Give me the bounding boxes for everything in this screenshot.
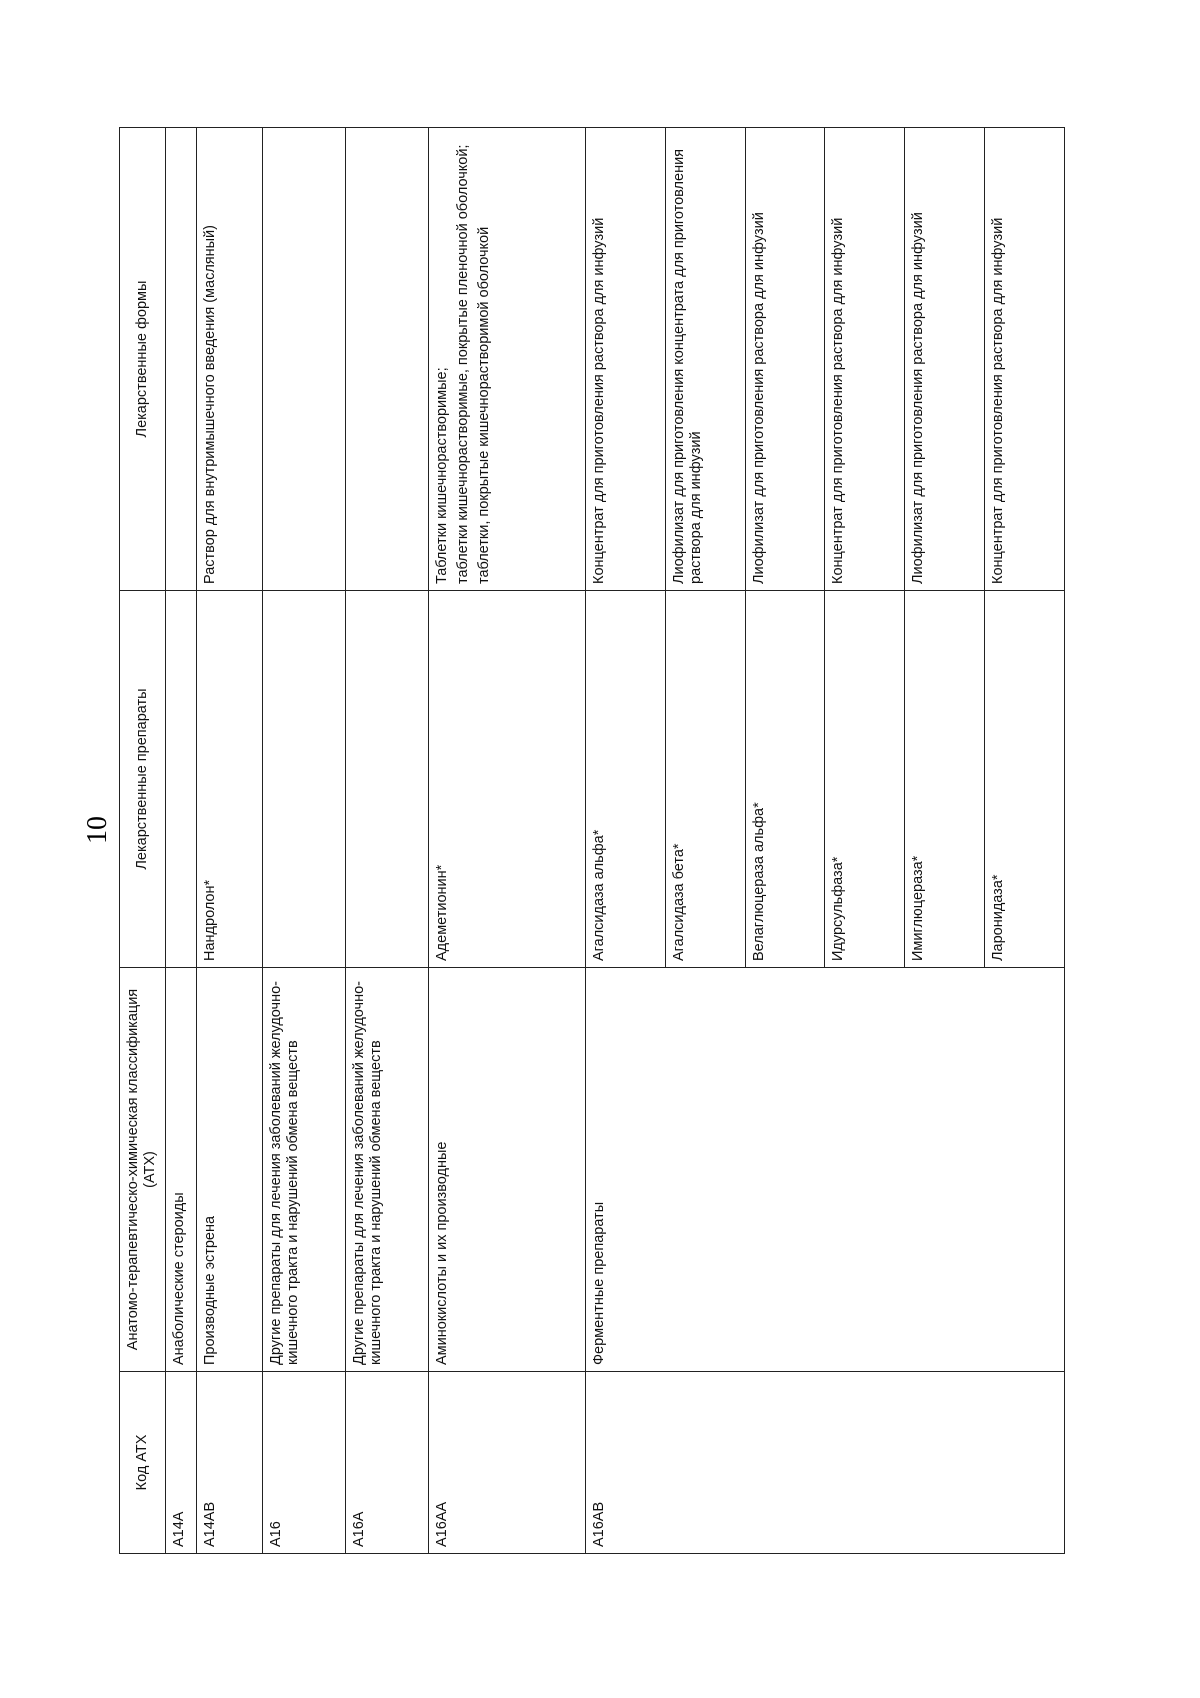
cell-forms xyxy=(745,128,825,591)
table-row xyxy=(165,128,197,1554)
cell-code: A16A xyxy=(345,1372,428,1554)
cell-code: A16AA xyxy=(428,1372,586,1554)
header-code: Код АТХ xyxy=(120,1372,166,1554)
cell-drug: Ларонидаза* xyxy=(985,591,1065,968)
form-line: Лиофилизат для приготовления раствора для инфузий xyxy=(910,212,927,584)
cell-forms xyxy=(197,128,262,591)
cell-drug: Имиглюцераза* xyxy=(905,591,985,968)
cell-forms xyxy=(428,128,586,591)
cell-forms xyxy=(985,128,1065,591)
table-row xyxy=(345,128,428,1554)
table-header-row xyxy=(120,128,166,1554)
form-line: Лиофилизат для приготовления раствора для инфузий xyxy=(750,212,767,584)
cell-classification: Анаболические стероиды xyxy=(165,968,197,1372)
table-row xyxy=(262,128,345,1554)
cell-drug: Агалсидаза альфа* xyxy=(586,591,666,968)
table-row xyxy=(197,128,262,1554)
form-line: Таблетки кишечнорастворимые; xyxy=(433,367,450,584)
cell-drug xyxy=(345,591,428,968)
cell-drug: Агалсидаза бета* xyxy=(665,591,745,968)
form-line: Концентрат для приготовления раствора для инфузий xyxy=(990,217,1007,584)
cell-forms xyxy=(262,128,345,591)
atc-table-rotated xyxy=(119,128,1065,1554)
cell-drug: Велаглюцераза альфа* xyxy=(745,591,825,968)
cell-classification: Аминокислоты и их производные xyxy=(428,968,586,1372)
cell-drug xyxy=(262,591,345,968)
cell-forms xyxy=(825,128,905,591)
table-row xyxy=(428,128,586,1554)
form-line: Лиофилизат для приготовления концентрата для приготовления раствора для инфузий xyxy=(670,148,705,584)
cell-classification: Другие препараты для лечения заболеваний желудочно-кишечного тракта и нарушений обмена веществ xyxy=(262,968,345,1372)
header-forms: Лекарственные формы xyxy=(120,128,166,591)
cell-classification: Производные эстрена xyxy=(197,968,262,1372)
cell-forms xyxy=(165,128,197,591)
cell-code: A14AB xyxy=(197,1372,262,1554)
cell-classification: Ферментные препараты xyxy=(586,968,1065,1372)
cell-drug: Нандролон* xyxy=(197,591,262,968)
form-line: таблетки, покрытые кишечнорастворимой оболочкой xyxy=(476,226,493,584)
form-line: Концентрат для приготовления раствора для инфузий xyxy=(591,217,608,584)
cell-forms xyxy=(586,128,666,591)
header-classification: Анатомо-терапевтическо-химическая классификация (АТХ) xyxy=(120,968,166,1372)
cell-drug: Идурсульфаза* xyxy=(825,591,905,968)
table-row xyxy=(586,128,666,1554)
cell-code: A16 xyxy=(262,1372,345,1554)
cell-forms xyxy=(345,128,428,591)
cell-drug: Адеметионин* xyxy=(428,591,586,968)
form-line: Раствор для внутримышечного введения (масляный) xyxy=(202,225,219,584)
form-line: таблетки кишечнорастворимые, покрытые пленочной оболочкой; xyxy=(454,144,471,584)
cell-drug xyxy=(165,591,197,968)
cell-forms xyxy=(905,128,985,591)
cell-code: A16AB xyxy=(586,1372,1065,1554)
cell-code: A14A xyxy=(165,1372,197,1554)
page-number: 10 xyxy=(82,816,113,844)
form-line: Концентрат для приготовления раствора для инфузий xyxy=(830,217,847,584)
cell-classification: Другие препараты для лечения заболеваний желудочно-кишечного тракта и нарушений обмена веществ xyxy=(345,968,428,1372)
header-drugs: Лекарственные препараты xyxy=(120,591,166,968)
cell-forms xyxy=(665,128,745,591)
atc-drug-table xyxy=(119,127,1065,1554)
